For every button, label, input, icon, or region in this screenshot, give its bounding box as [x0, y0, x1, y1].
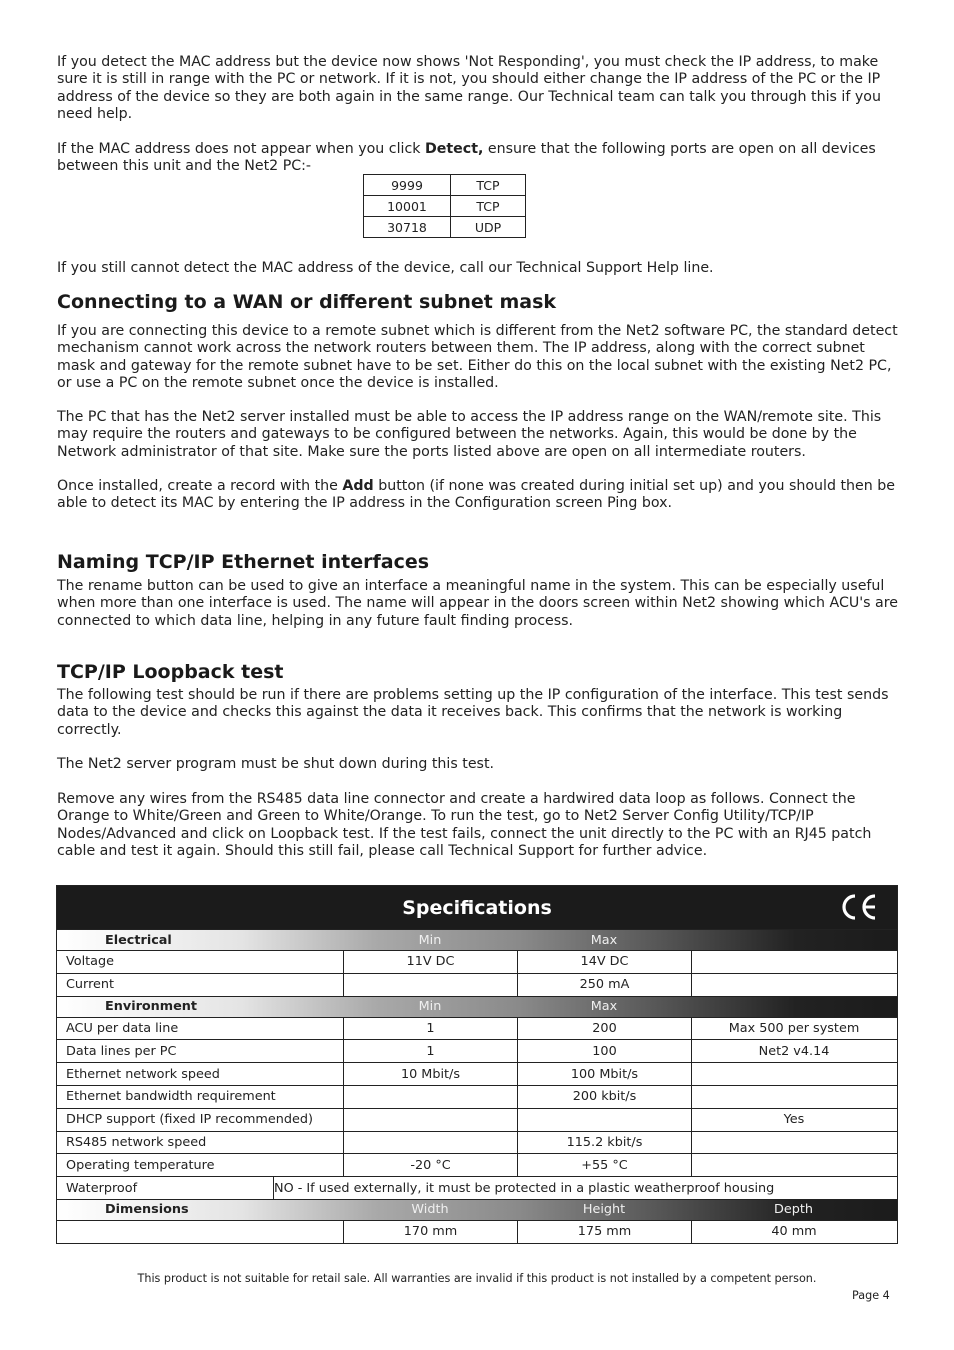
- ports-paragraph: [57, 141, 899, 176]
- specifications-header: [57, 886, 897, 929]
- spec-note: [691, 951, 896, 973]
- dim-width: 170 mm: [343, 1221, 517, 1243]
- spec-min: -20 °C: [343, 1154, 517, 1176]
- footer-disclaimer: This product is not suitable for retail sale. All warranties are invalid if this product is not installed by a competent person.: [137, 1272, 817, 1285]
- table-row: [57, 973, 897, 996]
- dim-height: 175 mm: [517, 1221, 691, 1243]
- spec-max: +55 °C: [517, 1154, 691, 1176]
- table-row: [57, 1176, 897, 1199]
- spec-label: ACU per data line: [66, 1020, 179, 1036]
- electrical-header: [57, 929, 897, 950]
- wan-paragraph-1: If you are connecting this device to a remote subnet which is different from the Net2 software PC, the standard detect mechanism cannot work across the network routers between them. The IP address, along with the correct subnet mask and gateway for the remote subnet have to be set. Either do this on the local subnet with the existing Net2 PC, or use a PC on the remote subnet once the device is installed.: [57, 323, 898, 391]
- support-paragraph: If you still cannot detect the MAC address of the device, call our Technical Support Help line.: [57, 260, 714, 276]
- wan-p3-after: button (if none was created during initial set up) and you should then be able to detect its MAC by entering the IP address in the Configuration screen Ping box.: [57, 478, 896, 512]
- max-header: Max: [590, 932, 618, 948]
- port-protocol: UDP: [451, 217, 526, 238]
- spec-min: 1: [343, 1040, 517, 1062]
- table-row: [57, 950, 897, 973]
- min-header: Min: [418, 999, 442, 1015]
- table-row: [57, 1039, 897, 1062]
- table-row: [364, 175, 526, 196]
- spec-label: Waterproof: [66, 1180, 138, 1196]
- ports-text-before: If the MAC address does not appear when you click: [57, 141, 425, 157]
- spec-min: 10 Mbit/s: [343, 1063, 517, 1085]
- table-row: [57, 1131, 897, 1154]
- note-header: [691, 997, 896, 1017]
- spec-min: [343, 974, 517, 996]
- spec-min: [343, 1132, 517, 1154]
- min-header: Min: [418, 932, 442, 948]
- port-protocol: TCP: [451, 175, 526, 196]
- wan-paragraph-2: The PC that has the Net2 server installed must be able to access the IP address range on the WAN/remote site. This may require the routers and gateways to be configured between the networks. Again, this would be done by the Network administrator of that site. Make sure the ports listed above are open on all intermediate routers.: [57, 409, 882, 460]
- electrical-label: Electrical: [105, 932, 172, 948]
- spec-note: [691, 1132, 896, 1154]
- table-row: [57, 1062, 897, 1085]
- spec-note: Net2 v4.14: [691, 1040, 896, 1062]
- loopback-paragraph-1: The following test should be run if there are problems setting up the IP configuration of the interface. This test sends data to the device and checks this against the data it receives back. This confirms that the network is working correctly.: [57, 687, 889, 738]
- naming-paragraph: The rename button can be used to give an interface a meaningful name in the system. This can be especially useful when more than one interface is used. The name will appear in the doors screen within Net2 showing which ACU's are connected to which data line, helping in any future fault finding process.: [57, 578, 899, 629]
- loopback-heading: TCP/IP Loopback test: [57, 661, 284, 683]
- spec-max: 200 kbit/s: [517, 1086, 691, 1108]
- spec-max: 250 mA: [517, 974, 691, 996]
- environment-header: [57, 996, 897, 1017]
- spec-label: Data lines per PC: [66, 1043, 177, 1059]
- table-row: [364, 196, 526, 217]
- height-header: Height: [582, 1202, 626, 1218]
- spec-min: [343, 1109, 517, 1131]
- spec-note: [691, 1063, 896, 1085]
- spec-label: RS485 network speed: [66, 1134, 207, 1150]
- spec-max: 200: [517, 1018, 691, 1040]
- spec-label: DHCP support (fixed IP recommended): [66, 1112, 313, 1128]
- spec-min: [343, 1086, 517, 1108]
- spec-label: Current: [66, 977, 115, 993]
- waterproof-value: NO - If used externally, it must be protected in a plastic weatherproof housing: [273, 1177, 826, 1199]
- spec-max: 100 Mbit/s: [517, 1063, 691, 1085]
- spec-note: Max 500 per system: [691, 1018, 896, 1040]
- spec-max: 14V DC: [517, 951, 691, 973]
- wan-paragraph-3: [57, 478, 899, 513]
- environment-label: Environment: [105, 999, 198, 1015]
- spec-max: 100: [517, 1040, 691, 1062]
- dim-depth: 40 mm: [691, 1221, 896, 1243]
- spec-note: Yes: [691, 1109, 896, 1131]
- specifications-title: Specifications: [402, 897, 552, 919]
- table-row: [57, 1220, 897, 1243]
- wan-p3-before: Once installed, create a record with the: [57, 478, 343, 494]
- spec-note: [691, 1086, 896, 1108]
- naming-heading: Naming TCP/IP Ethernet interfaces: [57, 551, 430, 573]
- loopback-paragraph-3: Remove any wires from the RS485 data line connector and create a hardwired data loop as follows. Connect the Orange to White/Green and Green to White/Orange. To run the test, go to Net2 Server Config Utility/TCP/IP Nodes/Advanced and click on Loopback test. If the test fails, connect the unit directly to the PC with an RJ45 patch cable and test it again. Should this still fail, please call Technical Support for further advice.: [57, 791, 872, 859]
- port-number: 9999: [364, 175, 451, 196]
- wan-heading: Connecting to a WAN or different subnet mask: [57, 291, 557, 313]
- spec-max: 115.2 kbit/s: [517, 1132, 691, 1154]
- spec-label: [57, 1221, 343, 1243]
- spec-label: Voltage: [66, 954, 115, 970]
- page-number: Page 4: [852, 1289, 890, 1302]
- depth-header: Depth: [774, 1202, 813, 1218]
- ports-table: [363, 174, 526, 238]
- dimensions-header: [57, 1199, 897, 1220]
- spec-max: [517, 1109, 691, 1131]
- spec-note: [691, 1154, 896, 1176]
- port-number: 30718: [364, 217, 451, 238]
- specifications-table: [56, 885, 898, 1244]
- detect-bold: Detect,: [425, 141, 484, 157]
- ce-mark-icon: [841, 892, 881, 922]
- spec-min: 11V DC: [343, 951, 517, 973]
- dimensions-label: Dimensions: [105, 1202, 189, 1218]
- port-number: 10001: [364, 196, 451, 217]
- spec-label: Operating temperature: [66, 1157, 215, 1173]
- table-row: [57, 1153, 897, 1176]
- loopback-paragraph-2: The Net2 server program must be shut down during this test.: [57, 756, 495, 772]
- spec-note: [691, 974, 896, 996]
- table-row: [57, 1085, 897, 1108]
- ports-text-after: ensure that the following ports are open on all devices between this unit and the Net2 PC:-: [57, 141, 876, 175]
- port-protocol: TCP: [451, 196, 526, 217]
- max-header: Max: [590, 999, 618, 1015]
- table-row: [57, 1017, 897, 1040]
- spec-label: Ethernet bandwidth requirement: [66, 1089, 276, 1105]
- intro-paragraph: If you detect the MAC address but the device now shows 'Not Responding', you must check the IP address, to make sure it is still in range with the PC or network. If it is not, you should either change the IP address of the PC or the IP address of the device so they are both again in the same range. Our Technical team can talk you through this if you need help.: [57, 54, 881, 122]
- spec-min: 1: [343, 1018, 517, 1040]
- spec-label: Ethernet network speed: [66, 1066, 220, 1082]
- add-bold: Add: [342, 478, 374, 494]
- width-header: Width: [411, 1202, 449, 1218]
- table-row: [57, 1108, 897, 1131]
- note-header: [691, 930, 896, 950]
- table-row: [364, 217, 526, 238]
